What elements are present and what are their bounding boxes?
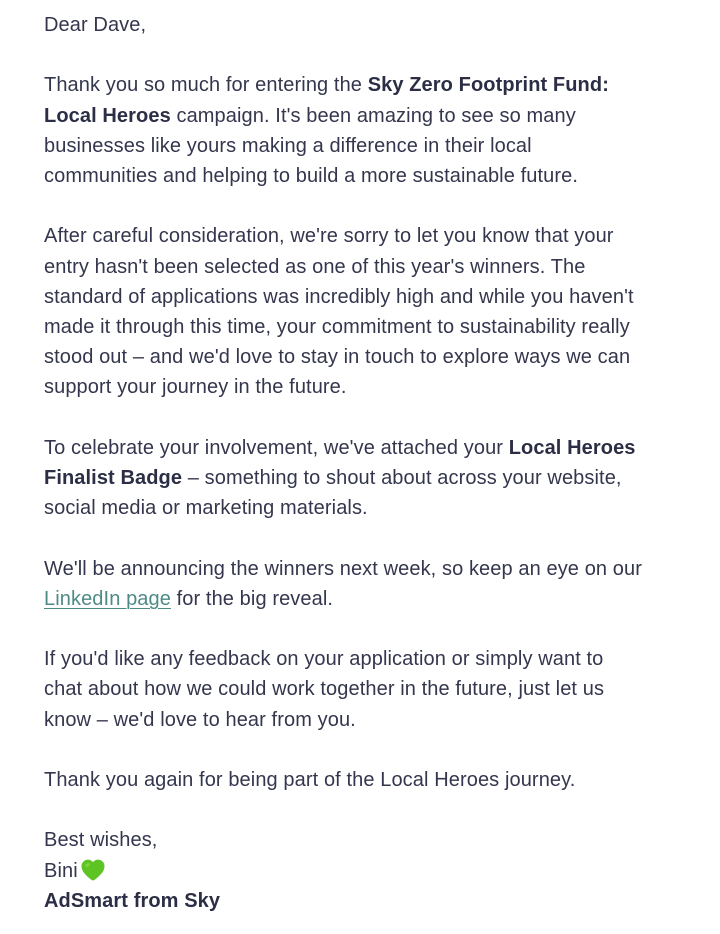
greeting: Dear Dave, bbox=[44, 14, 147, 36]
announcement-paragraph bbox=[44, 554, 694, 614]
thanks-line: Thank you again for being part of the Local Heroes journey. bbox=[44, 768, 576, 791]
badge-paragraph bbox=[44, 433, 694, 524]
decision-paragraph bbox=[44, 221, 694, 402]
badge-name-part-1: Local Heroes bbox=[508, 436, 636, 459]
decision-line-1: After careful consideration, we're sorry to let you know that your bbox=[44, 225, 614, 248]
greeting-paragraph bbox=[44, 10, 694, 40]
decision-line-4: made it through this time, your commitment to sustainability really bbox=[44, 316, 630, 338]
thanks-paragraph bbox=[44, 765, 694, 795]
sender-name: Bini bbox=[44, 859, 78, 882]
feedback-paragraph bbox=[44, 644, 694, 735]
closing: Best wishes, bbox=[44, 829, 158, 852]
feedback-line-2: chat about how we could work together in the future, just let us bbox=[44, 678, 605, 701]
decision-line-2: entry hasn't been selected as one of this year's winners. The bbox=[44, 255, 586, 278]
badge-line-3: social media or marketing materials. bbox=[44, 497, 368, 520]
announcement-line-2 bbox=[44, 584, 694, 614]
intro-line-3: businesses like yours making a difference in their local bbox=[44, 134, 532, 157]
intro-line-4: communities and helping to build a more sustainable future. bbox=[44, 165, 578, 187]
linkedin-page-link[interactable]: LinkedIn page bbox=[44, 587, 171, 610]
badge-line-2 bbox=[44, 463, 694, 493]
badge-line-1 bbox=[44, 433, 694, 463]
badge-text: To celebrate your involvement, we've attached your bbox=[44, 436, 509, 459]
feedback-line-3: know – we'd love to hear from you. bbox=[44, 708, 356, 731]
decision-line-3: standard of applications was incredibly high and while you haven't bbox=[44, 285, 634, 308]
intro-paragraph bbox=[44, 70, 694, 191]
badge-name-part-2: Finalist Badge bbox=[44, 467, 183, 489]
badge-text-cont: – something to shout about across your website, bbox=[182, 467, 622, 489]
campaign-name-part-1: Sky Zero Footprint Fund: bbox=[367, 74, 609, 97]
announcement-text-cont: for the big reveal. bbox=[170, 587, 334, 610]
signoff bbox=[44, 825, 694, 916]
decision-line-6: support your journey in the future. bbox=[44, 376, 347, 399]
campaign-name-part-2: Local Heroes bbox=[44, 104, 171, 127]
intro-text-cont: campaign. It's been amazing to see so many bbox=[170, 104, 576, 127]
feedback-line-1: If you'd like any feedback on your application or simply want to bbox=[44, 648, 604, 671]
sender-name-line bbox=[44, 856, 694, 886]
intro-text: Thank you so much for entering the bbox=[44, 74, 368, 97]
decision-line-5: stood out – and we'd love to stay in touch to explore ways we can bbox=[44, 346, 631, 369]
intro-line-1 bbox=[44, 70, 694, 100]
intro-line-2 bbox=[44, 101, 694, 131]
company-name: AdSmart from Sky bbox=[44, 889, 221, 912]
company-name-line bbox=[44, 886, 694, 916]
green-heart-icon bbox=[80, 858, 106, 882]
email-body bbox=[44, 10, 694, 916]
announcement-line-1: We'll be announcing the winners next week, so keep an eye on our bbox=[44, 557, 643, 580]
